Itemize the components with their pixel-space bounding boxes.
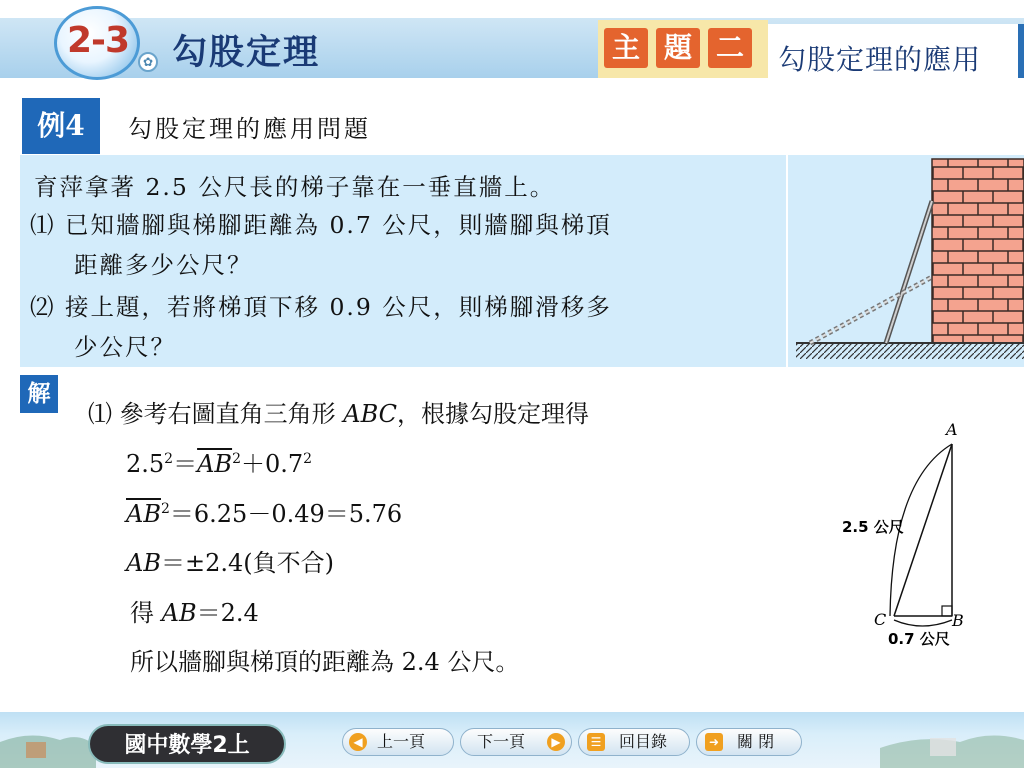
therefore: 得 xyxy=(130,599,162,627)
ab-exp: 2 xyxy=(160,501,170,517)
equals: ＝ xyxy=(173,450,198,478)
next-arrow-icon: ▶ xyxy=(547,733,565,751)
close-button[interactable] xyxy=(696,728,802,756)
toc-icon: ☰ xyxy=(587,733,605,751)
solution-line-1-suffix: ，根據勾股定理得 xyxy=(397,400,590,428)
close-icon: ➜ xyxy=(705,733,723,751)
vertex-c-label: C xyxy=(874,610,887,629)
problem-line-3: 距離多少公尺？ xyxy=(74,251,253,279)
topic-title: 勾股定理的應用 xyxy=(778,43,982,76)
vertex-a-label: A xyxy=(946,420,958,439)
hyp-exp: 2 xyxy=(164,451,174,467)
triangle-name: ABC xyxy=(343,400,398,428)
example-badge: 例4 xyxy=(22,98,100,154)
solution-line-1-prefix: ⑴ 參考右圖直角三角形 xyxy=(88,400,344,428)
prev-arrow-icon: ◀ xyxy=(349,733,367,751)
close-label: 關 閉 xyxy=(737,732,775,751)
vertex-b-label: B xyxy=(952,611,964,630)
segment-ab: $\overline{AB}$ xyxy=(126,500,161,528)
triangle-figure xyxy=(830,410,1000,660)
segment-ab: AB xyxy=(126,549,161,577)
root-result: ＝±2.4(負不合) xyxy=(160,549,334,577)
gear-icon: ✿ xyxy=(138,52,158,72)
base-label: 0.7 公尺 xyxy=(888,630,950,648)
problem-line-2: ⑴ 已知牆腳與梯腳距離為 0.7 公尺，則牆腳與梯頂 xyxy=(30,211,612,239)
solution-line-5 xyxy=(130,593,259,628)
problem-line-4: ⑵ 接上題，若將梯頂下移 0.9 公尺，則梯腳滑移多 xyxy=(30,293,612,321)
topic-char-3: 二 xyxy=(708,28,752,68)
next-page-label: 下一頁 xyxy=(477,732,526,751)
ab-exp: 2 xyxy=(232,451,241,467)
hypotenuse-label: 2.5 公尺 xyxy=(842,518,904,536)
base-exp: 2 xyxy=(303,451,313,467)
solution-badge: 解 xyxy=(20,375,58,413)
next-page-button[interactable] xyxy=(460,728,572,756)
section-title: 勾股定理 xyxy=(172,33,321,73)
segment-ab: $\overline{AB}$ xyxy=(197,450,233,478)
problem-line-5: 少公尺？ xyxy=(74,333,176,361)
toc-label: 回目錄 xyxy=(619,732,668,751)
segment-ab: AB xyxy=(161,599,197,627)
hyp-value: 2.5 xyxy=(126,450,165,478)
solution-line-2 xyxy=(126,444,312,479)
solution-line-3 xyxy=(126,494,402,529)
prev-page-label: 上一頁 xyxy=(377,732,426,751)
calc: ＝6.25－0.49＝5.76 xyxy=(169,500,403,528)
problem-line-1: 育萍拿著 2.5 公尺長的梯子靠在一垂直牆上。 xyxy=(34,173,556,201)
ladder-wall-illustration xyxy=(788,155,1024,367)
topic-char-2: 題 xyxy=(656,28,700,68)
book-title: 國中數學2上 xyxy=(88,724,286,764)
solution-line-1 xyxy=(88,394,589,429)
solution-line-4 xyxy=(126,543,334,578)
final-value: ＝2.4 xyxy=(196,599,259,627)
solution-line-6: 所以牆腳與梯頂的距離為 2.4 公尺。 xyxy=(130,648,520,676)
example-title: 勾股定理的應用問題 xyxy=(128,115,371,143)
plus-term: ＋0.7 xyxy=(240,450,304,478)
topic-edge xyxy=(1018,24,1024,78)
section-number: 2-3 xyxy=(66,20,130,61)
prev-page-button[interactable] xyxy=(342,728,454,756)
toc-button[interactable] xyxy=(578,728,690,756)
topic-char-1: 主 xyxy=(604,28,648,68)
